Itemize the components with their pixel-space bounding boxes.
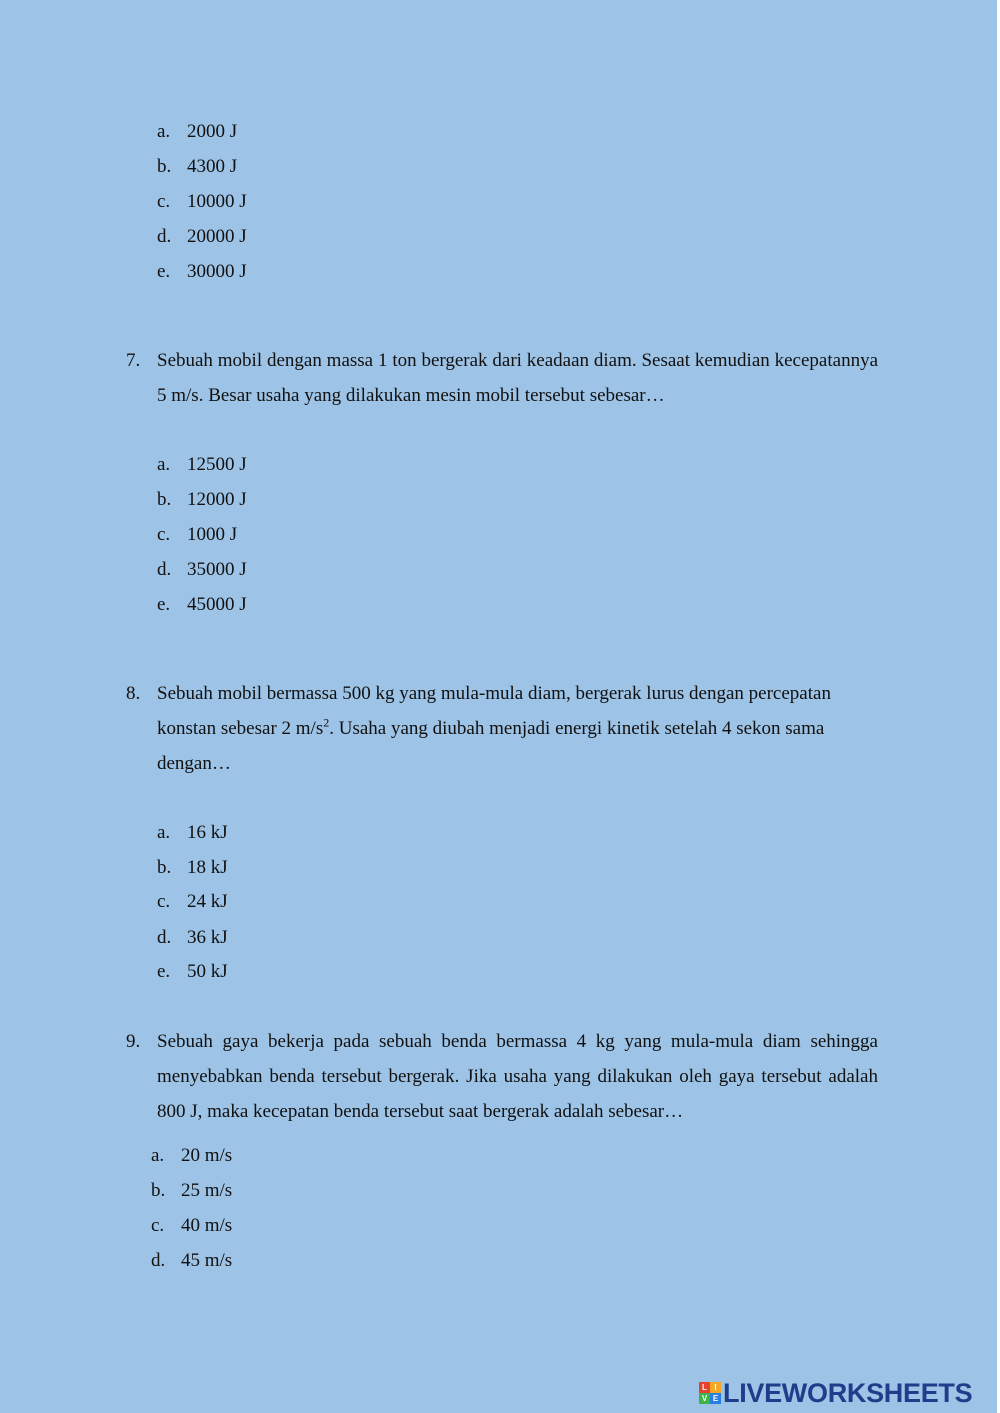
question-text-part: Sebuah mobil bermassa 500 kg yang mula-mula diam, bergerak lurus dengan percepatan konstan sebesar 2 m/s [157,683,831,739]
option-text: 10000 J [187,191,247,212]
superscript: 2 [323,715,330,730]
q9-option-a[interactable] [151,1145,232,1167]
option-text: 36 kJ [187,927,228,948]
option-letter: d. [151,1250,166,1271]
option-letter: a. [157,822,171,843]
q8-option-e[interactable] [157,961,228,983]
option-letter: b. [157,489,172,510]
option-text: 50 kJ [187,961,228,982]
q9-option-b[interactable] [151,1180,232,1202]
option-letter: c. [157,524,171,545]
option-letter: a. [151,1145,165,1166]
option-letter: e. [157,261,171,282]
option-text: 45 m/s [181,1250,233,1271]
option-text: 18 kJ [187,857,228,878]
option-letter: b. [151,1180,166,1201]
option-text: 20 m/s [181,1145,233,1166]
option-text: 20000 J [187,226,247,247]
q6-option-c[interactable] [157,191,247,213]
option-text: 2000 J [187,121,238,142]
option-text: 45000 J [187,594,247,615]
logo-mark-letter: I [710,1382,721,1393]
q9-option-c[interactable] [151,1215,232,1237]
option-letter: d. [157,559,172,580]
logo-mark-letter: L [699,1382,710,1393]
option-letter: d. [157,226,172,247]
option-text: 30000 J [187,261,247,282]
q7-option-a[interactable] [157,454,247,476]
option-text: 24 kJ [187,891,228,912]
option-letter: b. [157,156,172,177]
option-text: 40 m/s [181,1215,233,1236]
liveworksheets-logo-icon [699,1382,721,1404]
option-letter: a. [157,121,171,142]
option-text: 1000 J [187,524,238,545]
logo-text: LIVEWORKSHEETS [723,1377,973,1408]
option-letter: c. [151,1215,165,1236]
option-text: 12500 J [187,454,247,475]
q8-option-b[interactable] [157,857,228,879]
option-letter: c. [157,891,171,912]
question-9 [126,1024,878,1129]
q6-option-d[interactable] [157,226,247,248]
q7-option-b[interactable] [157,489,247,511]
question-number: 8. [126,683,141,704]
option-letter: e. [157,961,171,982]
option-text: 16 kJ [187,822,228,843]
option-letter: c. [157,191,171,212]
liveworksheets-logo [699,1378,972,1408]
option-text: 25 m/s [181,1180,233,1201]
question-text: Sebuah mobil dengan massa 1 ton bergerak dari keadaan diam. Sesaat kemudian kecepatannya 5 m/s. Besar usaha yang dilakukan mesin mobil tersebut sebesar… [157,350,878,406]
question-number: 9. [126,1031,141,1052]
q8-option-a[interactable] [157,822,228,844]
question-text-part: . Usaha yang diubah menjadi energi kinetik setelah 4 sekon sama dengan… [157,718,825,774]
option-text: 4300 J [187,156,238,177]
q6-option-b[interactable] [157,156,237,178]
question-7 [126,343,878,413]
question-text [157,676,878,781]
logo-mark-letter: V [699,1393,710,1404]
option-letter: b. [157,857,172,878]
q7-option-c[interactable] [157,524,237,546]
question-number: 7. [126,350,141,371]
q6-option-a[interactable] [157,121,237,143]
q7-option-d[interactable] [157,559,247,581]
q8-option-d[interactable] [157,927,228,949]
q7-option-e[interactable] [157,594,247,616]
question-text: Sebuah gaya bekerja pada sebuah benda bermassa 4 kg yang mula-mula diam sehingga menyebabkan benda tersebut bergerak. Jika usaha yang dilakukan oleh gaya tersebut adalah 800 J, maka kecepatan benda tersebut saat bergerak adalah sebesar… [157,1031,878,1122]
option-text: 35000 J [187,559,247,580]
option-letter: e. [157,594,171,615]
q9-option-d[interactable] [151,1250,232,1272]
question-8 [126,676,878,781]
q8-option-c[interactable] [157,891,228,913]
option-text: 12000 J [187,489,247,510]
logo-mark-letter: E [710,1393,721,1404]
option-letter: a. [157,454,171,475]
option-letter: d. [157,927,172,948]
q6-option-e[interactable] [157,261,247,283]
